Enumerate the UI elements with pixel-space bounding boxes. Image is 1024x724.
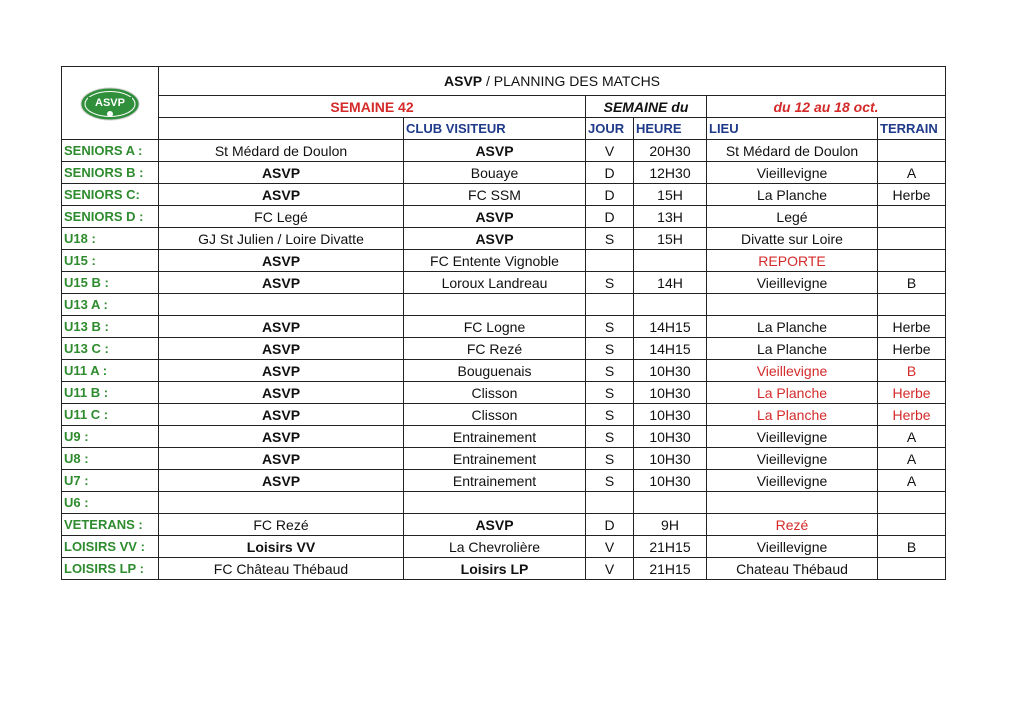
time-cell: 9H	[634, 514, 707, 536]
category-cell: U11 B :	[62, 382, 159, 404]
venue-cell: La Planche	[707, 184, 878, 206]
time-cell: 10H30	[634, 382, 707, 404]
category-cell: U13 A :	[62, 294, 159, 316]
home-team-cell: ASVP	[159, 382, 404, 404]
header-lieu: LIEU	[707, 118, 878, 140]
club-crest-icon	[80, 86, 140, 122]
category-cell: U13 C :	[62, 338, 159, 360]
category-cell: U9 :	[62, 426, 159, 448]
away-team-cell: FC SSM	[404, 184, 586, 206]
day-cell: D	[586, 184, 634, 206]
away-team-cell: Entrainement	[404, 448, 586, 470]
table-row	[62, 184, 946, 206]
week-dates: du 12 au 18 oct.	[707, 96, 946, 118]
day-cell: S	[586, 470, 634, 492]
table-row	[62, 426, 946, 448]
day-cell: S	[586, 426, 634, 448]
pitch-cell: Herbe	[878, 316, 946, 338]
time-cell: 20H30	[634, 140, 707, 162]
venue-cell: St Médard de Doulon	[707, 140, 878, 162]
category-cell: SENIORS D :	[62, 206, 159, 228]
time-cell	[634, 294, 707, 316]
pitch-cell	[878, 558, 946, 580]
day-cell: V	[586, 558, 634, 580]
time-cell: 10H30	[634, 404, 707, 426]
day-cell: S	[586, 338, 634, 360]
title-main: ASVP	[444, 73, 483, 89]
venue-cell: Vieillevigne	[707, 426, 878, 448]
day-cell: S	[586, 448, 634, 470]
day-cell: S	[586, 228, 634, 250]
header-club-visiteur: CLUB VISITEUR	[404, 118, 586, 140]
day-cell	[586, 250, 634, 272]
pitch-cell: A	[878, 448, 946, 470]
pitch-cell	[878, 294, 946, 316]
logo-cell	[62, 67, 159, 140]
table-row	[62, 448, 946, 470]
home-team-cell: ASVP	[159, 404, 404, 426]
day-cell: V	[586, 140, 634, 162]
home-team-cell: ASVP	[159, 448, 404, 470]
day-cell: S	[586, 404, 634, 426]
table-row	[62, 514, 946, 536]
pitch-cell: A	[878, 162, 946, 184]
day-cell: D	[586, 162, 634, 184]
venue-cell: Vieillevigne	[707, 536, 878, 558]
header-jour: JOUR	[586, 118, 634, 140]
venue-cell: Legé	[707, 206, 878, 228]
time-cell: 15H	[634, 228, 707, 250]
time-cell: 21H15	[634, 536, 707, 558]
time-cell	[634, 492, 707, 514]
table-row	[62, 536, 946, 558]
pitch-cell	[878, 140, 946, 162]
week-label: SEMAINE 42	[159, 96, 586, 118]
venue-cell: Chateau Thébaud	[707, 558, 878, 580]
venue-cell: Vieillevigne	[707, 448, 878, 470]
home-team-cell	[159, 492, 404, 514]
home-team-cell: ASVP	[159, 162, 404, 184]
away-team-cell: ASVP	[404, 228, 586, 250]
home-team-cell: FC Legé	[159, 206, 404, 228]
category-cell: SENIORS B :	[62, 162, 159, 184]
category-cell: SENIORS A :	[62, 140, 159, 162]
home-team-cell: ASVP	[159, 426, 404, 448]
time-cell: 15H	[634, 184, 707, 206]
away-team-cell: Clisson	[404, 382, 586, 404]
pitch-cell: Herbe	[878, 184, 946, 206]
venue-cell	[707, 492, 878, 514]
table-row	[62, 206, 946, 228]
table-row	[62, 272, 946, 294]
header-row	[62, 118, 946, 140]
pitch-cell: A	[878, 470, 946, 492]
time-cell: 13H	[634, 206, 707, 228]
category-cell: U15 B :	[62, 272, 159, 294]
table-row	[62, 250, 946, 272]
pitch-cell: Herbe	[878, 338, 946, 360]
category-cell: U7 :	[62, 470, 159, 492]
pitch-cell: A	[878, 426, 946, 448]
venue-cell: La Planche	[707, 404, 878, 426]
away-team-cell: ASVP	[404, 206, 586, 228]
pitch-cell	[878, 250, 946, 272]
away-team-cell: Bouaye	[404, 162, 586, 184]
time-cell	[634, 250, 707, 272]
time-cell: 14H15	[634, 338, 707, 360]
header-heure: HEURE	[634, 118, 707, 140]
pitch-cell: Herbe	[878, 382, 946, 404]
table-row	[62, 140, 946, 162]
logo-text: ASVP	[95, 97, 125, 109]
week-row	[62, 96, 946, 118]
away-team-cell	[404, 492, 586, 514]
planning-table	[61, 66, 946, 580]
pitch-cell: B	[878, 360, 946, 382]
table-row	[62, 294, 946, 316]
time-cell: 10H30	[634, 448, 707, 470]
time-cell: 10H30	[634, 470, 707, 492]
pitch-cell	[878, 206, 946, 228]
venue-cell: Vieillevigne	[707, 162, 878, 184]
day-cell	[586, 492, 634, 514]
pitch-cell	[878, 228, 946, 250]
category-cell: LOISIRS LP :	[62, 558, 159, 580]
pitch-cell	[878, 492, 946, 514]
title-row	[62, 67, 946, 96]
category-cell: U8 :	[62, 448, 159, 470]
away-team-cell: FC Logne	[404, 316, 586, 338]
home-team-cell: ASVP	[159, 470, 404, 492]
home-team-cell: ASVP	[159, 272, 404, 294]
venue-cell: Rezé	[707, 514, 878, 536]
time-cell: 14H15	[634, 316, 707, 338]
venue-cell: Vieillevigne	[707, 360, 878, 382]
category-cell: SENIORS C:	[62, 184, 159, 206]
table-row	[62, 338, 946, 360]
home-team-cell: St Médard de Doulon	[159, 140, 404, 162]
table-row	[62, 558, 946, 580]
pitch-cell: B	[878, 536, 946, 558]
day-cell: D	[586, 206, 634, 228]
away-team-cell	[404, 294, 586, 316]
category-cell: U11 C :	[62, 404, 159, 426]
table-row	[62, 404, 946, 426]
away-team-cell: La Chevrolière	[404, 536, 586, 558]
pitch-cell	[878, 514, 946, 536]
table-row	[62, 360, 946, 382]
venue-cell	[707, 294, 878, 316]
home-team-cell	[159, 294, 404, 316]
table-row	[62, 316, 946, 338]
venue-cell: La Planche	[707, 382, 878, 404]
table-row	[62, 470, 946, 492]
table-row	[62, 228, 946, 250]
away-team-cell: Entrainement	[404, 426, 586, 448]
category-cell: U15 :	[62, 250, 159, 272]
planning-sheet	[61, 66, 945, 596]
away-team-cell: Loroux Landreau	[404, 272, 586, 294]
table-row	[62, 492, 946, 514]
day-cell: S	[586, 272, 634, 294]
day-cell: S	[586, 360, 634, 382]
away-team-cell: FC Rezé	[404, 338, 586, 360]
venue-cell: Vieillevigne	[707, 272, 878, 294]
away-team-cell: Loisirs LP	[404, 558, 586, 580]
away-team-cell: Clisson	[404, 404, 586, 426]
home-team-cell: Loisirs VV	[159, 536, 404, 558]
asvp-logo	[80, 86, 140, 120]
home-team-cell: ASVP	[159, 316, 404, 338]
table-row	[62, 162, 946, 184]
home-team-cell: GJ St Julien / Loire Divatte	[159, 228, 404, 250]
venue-cell: REPORTE	[707, 250, 878, 272]
home-team-cell: FC Château Thébaud	[159, 558, 404, 580]
pitch-cell: B	[878, 272, 946, 294]
away-team-cell: FC Entente Vignoble	[404, 250, 586, 272]
table-row	[62, 382, 946, 404]
day-cell: S	[586, 382, 634, 404]
home-team-cell: FC Rezé	[159, 514, 404, 536]
category-cell: U18 :	[62, 228, 159, 250]
day-cell: D	[586, 514, 634, 536]
category-cell: LOISIRS VV :	[62, 536, 159, 558]
category-cell: U6 :	[62, 492, 159, 514]
pitch-cell: Herbe	[878, 404, 946, 426]
category-cell: U11 A :	[62, 360, 159, 382]
away-team-cell: ASVP	[404, 514, 586, 536]
day-cell: S	[586, 316, 634, 338]
title-rest: / PLANNING DES MATCHS	[482, 73, 661, 89]
home-team-cell: ASVP	[159, 184, 404, 206]
home-team-cell: ASVP	[159, 338, 404, 360]
page-title	[159, 67, 946, 96]
venue-cell: Vieillevigne	[707, 470, 878, 492]
venue-cell: La Planche	[707, 316, 878, 338]
away-team-cell: Entrainement	[404, 470, 586, 492]
home-team-cell: ASVP	[159, 250, 404, 272]
day-cell: V	[586, 536, 634, 558]
time-cell: 12H30	[634, 162, 707, 184]
category-cell: VETERANS :	[62, 514, 159, 536]
header-home-empty	[159, 118, 404, 140]
venue-cell: Divatte sur Loire	[707, 228, 878, 250]
time-cell: 10H30	[634, 426, 707, 448]
venue-cell: La Planche	[707, 338, 878, 360]
semaine-du: SEMAINE du	[586, 96, 707, 118]
away-team-cell: Bouguenais	[404, 360, 586, 382]
time-cell: 14H	[634, 272, 707, 294]
day-cell	[586, 294, 634, 316]
time-cell: 21H15	[634, 558, 707, 580]
away-team-cell: ASVP	[404, 140, 586, 162]
home-team-cell: ASVP	[159, 360, 404, 382]
category-cell: U13 B :	[62, 316, 159, 338]
time-cell: 10H30	[634, 360, 707, 382]
header-terrain: TERRAIN	[878, 118, 946, 140]
